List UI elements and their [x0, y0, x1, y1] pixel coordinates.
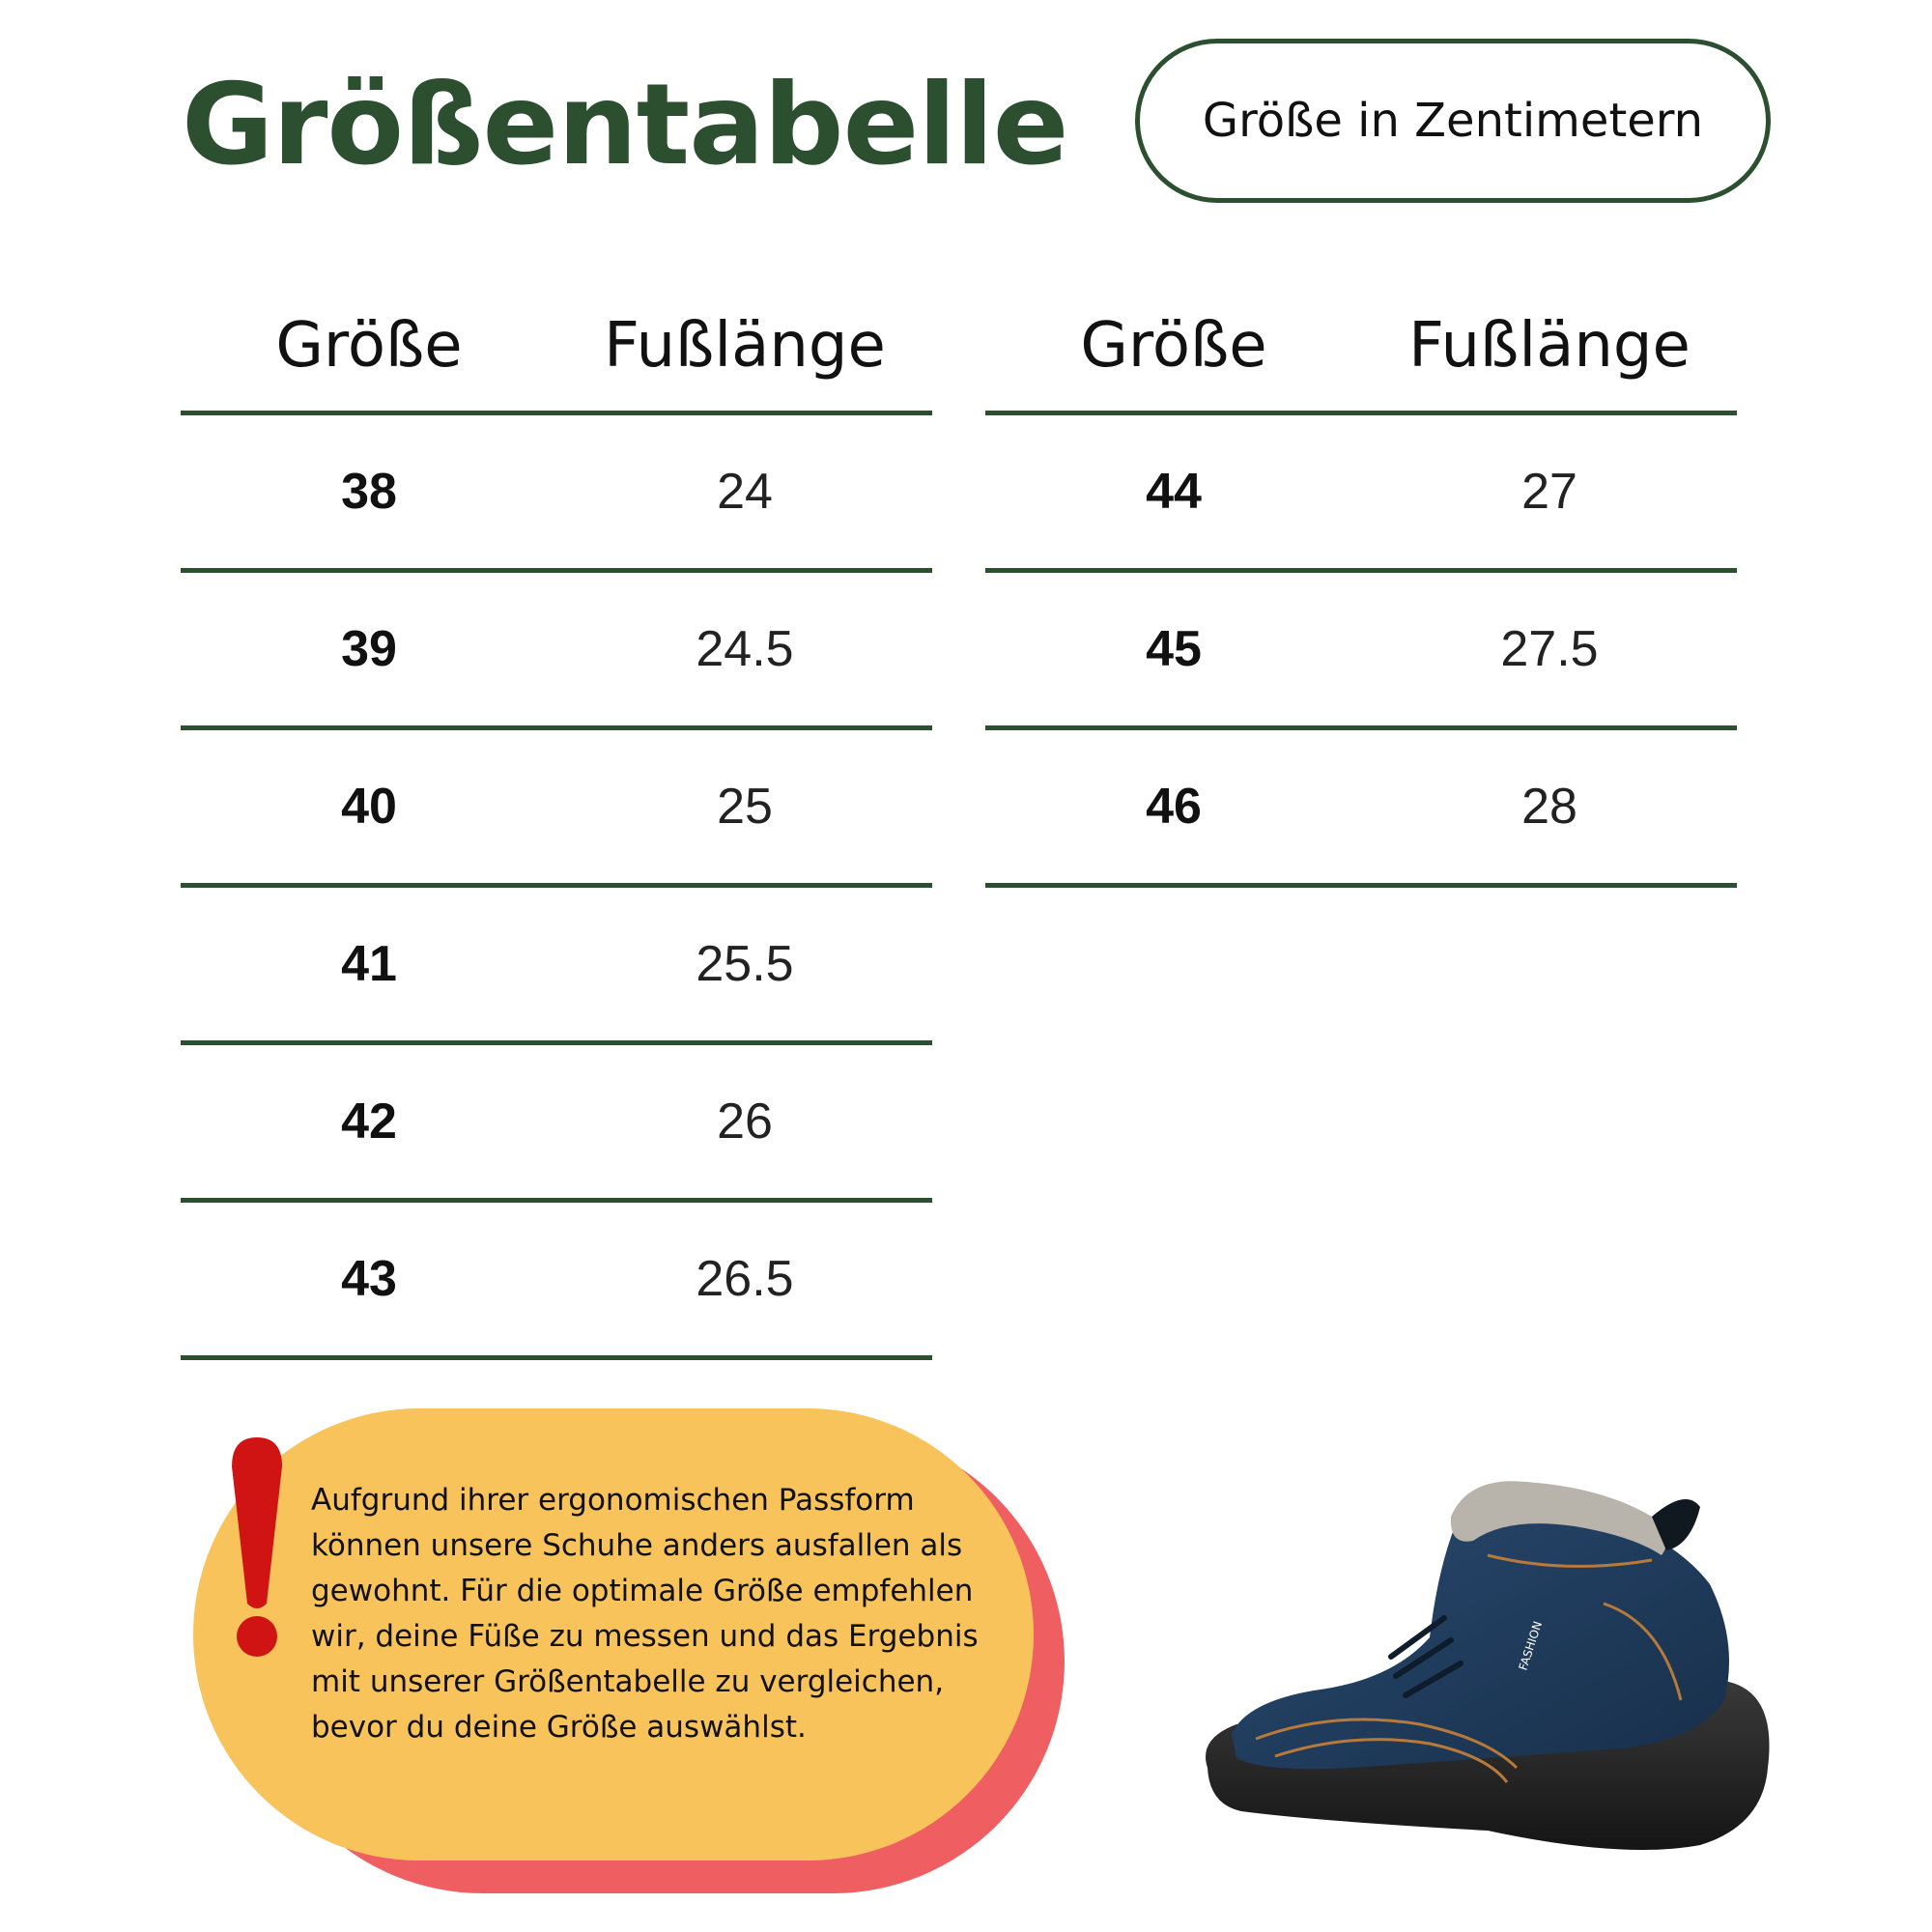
table-row [985, 573, 1737, 730]
size-cell: 41 [341, 936, 397, 992]
size-cell: 39 [341, 621, 397, 677]
fit-note: Aufgrund ihrer ergonomischen Passform können unsere Schuhe anders ausfallen als gewohnt. Für die optimale Größe empfehlen wir, deine Füße zu messen und das Ergebnis mit unserer Größentabelle zu vergleichen, bevor du deine Größe auswählst. [311, 1483, 979, 1745]
shoe-brand-label: FASHION [1516, 1619, 1546, 1672]
unit-badge: Größe in Zentimetern [1135, 39, 1771, 203]
table-row [181, 888, 932, 1045]
size-cell: 46 [1146, 779, 1202, 835]
size-cell: 44 [1146, 464, 1202, 520]
size-cell: 45 [1146, 621, 1202, 677]
header-size: Größe [275, 309, 463, 382]
table-row [181, 730, 932, 888]
header-foot-length: Fußlänge [604, 309, 886, 382]
page-title: Größentabelle [182, 60, 1068, 190]
size-cell: 38 [341, 464, 397, 520]
length-cell: 27.5 [1500, 621, 1599, 677]
table-row [181, 1203, 932, 1360]
size-cell: 40 [341, 779, 397, 835]
table-row [181, 415, 932, 573]
length-cell: 27 [1521, 464, 1577, 520]
size-cell: 42 [341, 1094, 397, 1150]
header-size: Größe [1080, 309, 1267, 382]
exclamation-icon [224, 1434, 290, 1665]
table-row [181, 573, 932, 730]
length-cell: 26.5 [696, 1251, 794, 1307]
table-row [985, 415, 1737, 573]
length-cell: 25.5 [696, 936, 794, 992]
table-row [985, 730, 1737, 888]
table-row [181, 1045, 932, 1203]
length-cell: 24.5 [696, 621, 794, 677]
shoe-image [1198, 1449, 1777, 1874]
length-cell: 26 [717, 1094, 773, 1150]
table-header [985, 280, 1737, 415]
size-table-right [985, 280, 1737, 888]
header-foot-length: Fußlänge [1408, 309, 1690, 382]
table-header [181, 280, 932, 415]
size-cell: 43 [341, 1251, 397, 1307]
length-cell: 24 [717, 464, 773, 520]
size-table-left [181, 280, 932, 1360]
length-cell: 28 [1521, 779, 1577, 835]
length-cell: 25 [717, 779, 773, 835]
